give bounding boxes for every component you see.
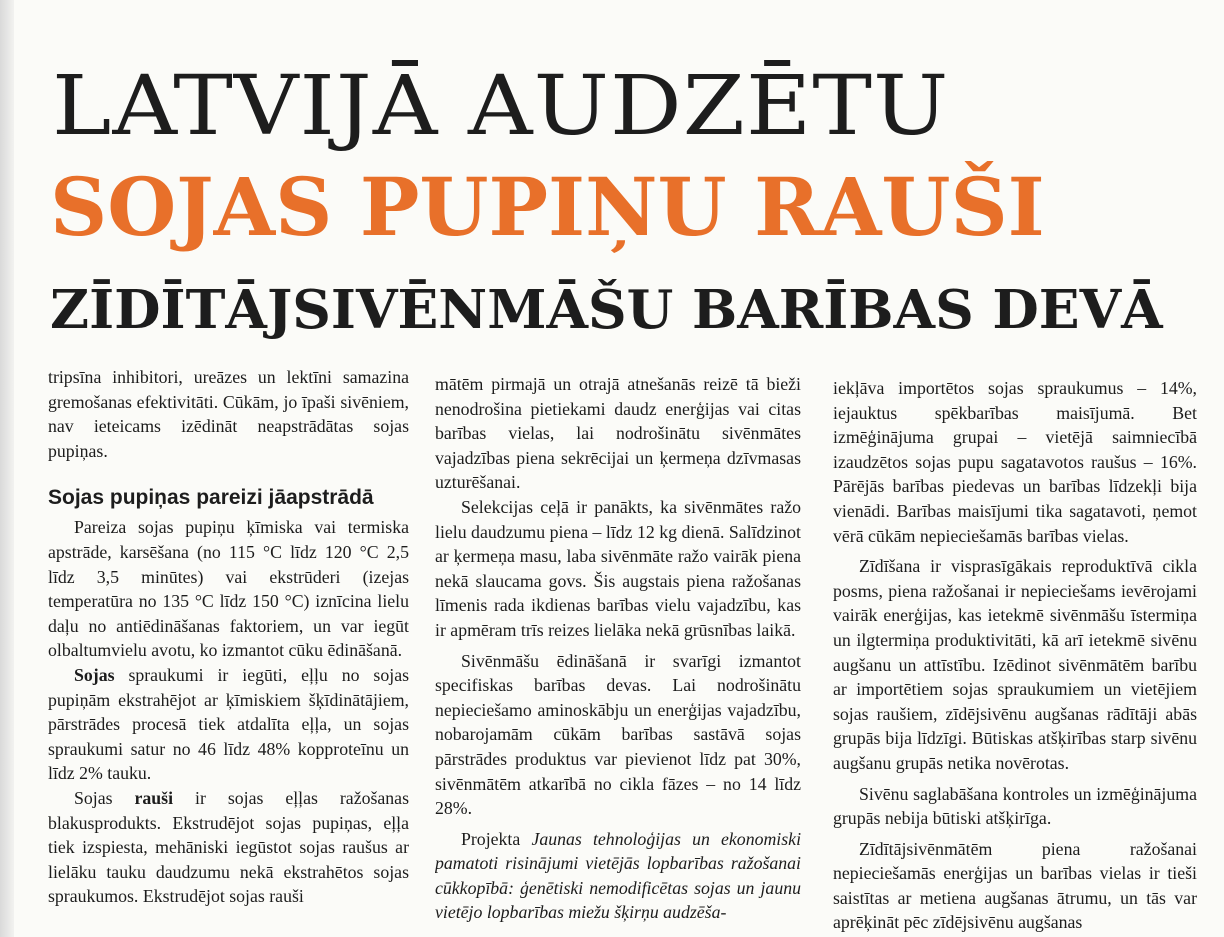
title-line-2: SOJAS PUPIŅU RAUŠI	[50, 160, 1045, 254]
paragraph-text: ir sojas eļļas ražošanas blakusprodukts. Ekstrudējot sojas pupiņas, eļļa tiek izspiesta, mehāniski iegūstot sojas raušus ar lielāku tauku daudzumu nekā ekstrahētos sojas spraukumos. Ekstrudējot sojas rauši	[48, 787, 409, 907]
column-1	[48, 365, 409, 925]
paragraph	[48, 663, 409, 786]
paragraph-text: Sojas	[74, 787, 135, 808]
paragraph: Zīdīšana ir visprasīgākais reproduktīvā cikla posms, piena ražošanai ir nepieciešams ievērojami vairāk enerģijas, kas ietekmē sivēnmāšu īstermiņa un ilgtermiņa produktivitāti, kā arī ietekmē sivēnu augšanu un attīstību. Izēdinot sivēnmātēm barību ar importētiem sojas spraukumiem un vietējiem sojas raušiem, zīdējsivēnu augšanas rādītāji abās grupās bija līdzīgi. Būtiskas atšķirības starp sivēnu augšanu grupās netika novērotas.	[833, 556, 1197, 773]
project-title: Jaunas tehnoloģijas un ekonomiski pamatoti risinājumi vietējās lopbarības ražošanai cūkkopībā: ģenētiski nemodificētas sojas un jaunu vietējo lopbarības miežu šķirņu audzēša-	[435, 828, 801, 923]
bold-term: rauši	[134, 787, 174, 808]
title-line-1: LATVIJĀ AUDZĒTU	[52, 59, 950, 154]
paragraph-text: spraukumi ir iegūti, eļļu no sojas pupiņām ekstrahējot ar ķīmiskiem šķīdinātājiem, pārstrādes procesā tiek atdalīta eļļa, un sojas spraukumi satur no 46 līdz 48% kopproteīnu un līdz 2% tauku.	[48, 664, 409, 784]
paragraph	[435, 827, 801, 925]
paragraph: Selekcijas ceļā ir panākts, ka sivēnmātes ražo lielu daudzumu piena – līdz 12 kg dienā. Salīdzinot ar ķermeņa masu, laba sivēnmāte ražo vairāk piena nekā slaucama govs. Šis augstais piena ražošanas līmenis rada ikdienas barības vielu vajadzību, kas ir apmēram trīs reizes lielāka nekā grūsnības laikā.	[435, 496, 801, 640]
paragraph	[48, 786, 409, 909]
paragraph: Zīdītājsivēnmātēm piena ražošanai nepieciešamās enerģijas un barības vielas ir tieši saistītas ar metiena augšanas ātrumu, un tās var aprēķināt pēc zīdējsivēnu augšanas	[833, 838, 1197, 933]
bold-term: Sojas	[74, 664, 115, 685]
paragraph: iekļāva importētos sojas spraukumus – 14%, iejauktus spēkbarības maisījumā. Bet izmēģinājuma grupai – vietējā saimniecībā izaudzētos sojas pupu sagatavotos raušus – 16%. Pārējās barības piedevas un barības līdzekļi bija vienādi. Barības maisījumi tika sagatavoti, ņemot vērā cūkām nepieciešamās barības vielas.	[833, 378, 1197, 546]
page-edge	[0, 0, 14, 937]
paragraph: Sivēnu saglabāšana kontroles un izmēģinājuma grupās nebija būtiski atšķirīga.	[833, 783, 1197, 829]
paragraph-text: Projekta	[461, 828, 532, 849]
paragraph: tripsīna inhibitori, ureāzes un lektīni samazina gremošanas efektivitāti. Cūkām, jo īpaši sivēniem, nav ieteicams izēdināt neapstrādātas sojas pupiņas.	[48, 367, 409, 461]
column-3	[833, 376, 1197, 936]
paragraph: mātēm pirmajā un otrajā atnešanās reizē tā bieži nenodrošina pietiekami daudz enerģijas vai citas barības vielas, lai nodrošinātu sivēnmātes vajadzības piena sekrēcijai un ķermeņa dzīvmasas uzturēšanai.	[435, 374, 801, 493]
paragraph: Sivēnmāšu ēdināšanā ir svarīgi izmantot specifiskas barības devas. Lai nodrošinātu nepieciešamo aminoskābju un enerģijas vajadzību, nobarojamām cūkām barības sastāvā sojas pārstrādes produktus var pievienot līdz pat 30%, sivēnmātēm atkarībā no cikla fāzes – no 14 līdz 28%.	[435, 650, 801, 819]
paragraph: Pareiza sojas pupiņu ķīmiska vai termiska apstrāde, karsēšana (no 115 °C līdz 120 °C 2,5 līdz 3,5 minūtes) vai ekstrūderi (izejas temperatūra no 135 °C līdz 150 °C) iznīcina lielu daļu no antiēdināšanas faktoriem, un var iegūt olbaltumvielu avotu, ko izmantot cūku ēdināšanā.	[48, 517, 409, 661]
title-line-3: ZĪDĪTĀJSIVĒNMĀŠU BARĪBAS DEVĀ	[50, 279, 1163, 341]
section-heading: Sojas pupiņas pareizi jāapstrādā	[48, 486, 374, 510]
column-2	[435, 372, 801, 932]
